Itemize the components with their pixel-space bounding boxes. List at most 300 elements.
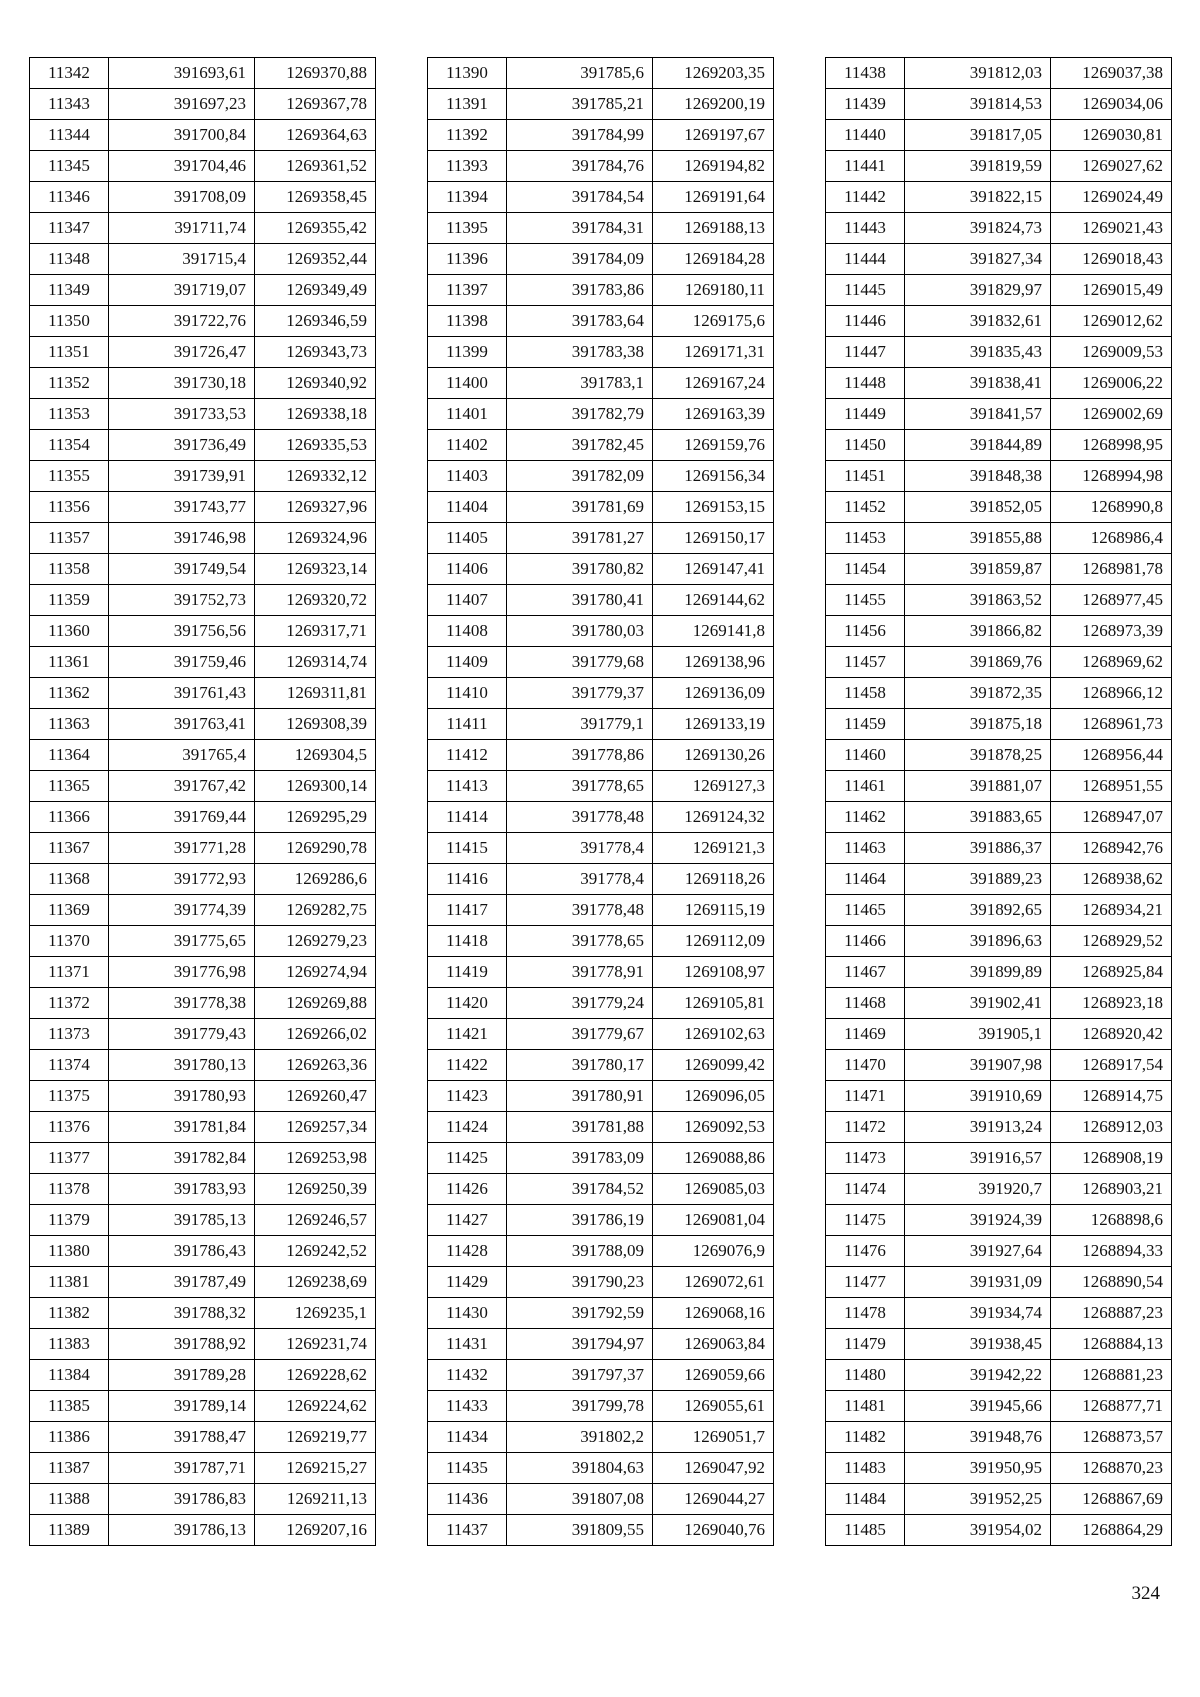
table-row [826, 554, 1172, 585]
y-coordinate: 1269118,26 [653, 864, 774, 895]
table-row [428, 678, 774, 709]
table-row [30, 616, 376, 647]
point-number: 11456 [826, 616, 905, 647]
x-coordinate: 391778,86 [507, 740, 653, 771]
point-number: 11450 [826, 430, 905, 461]
y-coordinate: 1268881,23 [1051, 1360, 1172, 1391]
table-row [428, 1081, 774, 1112]
point-number: 11470 [826, 1050, 905, 1081]
y-coordinate: 1268934,21 [1051, 895, 1172, 926]
y-coordinate: 1268977,45 [1051, 585, 1172, 616]
y-coordinate: 1269346,59 [255, 306, 376, 337]
table-row [428, 616, 774, 647]
table-row [30, 1019, 376, 1050]
table-row [826, 337, 1172, 368]
table-row [30, 678, 376, 709]
y-coordinate: 1269250,39 [255, 1174, 376, 1205]
table-row [428, 1112, 774, 1143]
table-row [30, 1360, 376, 1391]
x-coordinate: 391807,08 [507, 1484, 653, 1515]
table-row [826, 182, 1172, 213]
x-coordinate: 391938,45 [905, 1329, 1051, 1360]
y-coordinate: 1269308,39 [255, 709, 376, 740]
y-coordinate: 1269024,49 [1051, 182, 1172, 213]
x-coordinate: 391746,98 [109, 523, 255, 554]
x-coordinate: 391786,43 [109, 1236, 255, 1267]
x-coordinate: 391736,49 [109, 430, 255, 461]
y-coordinate: 1269051,7 [653, 1422, 774, 1453]
point-number: 11426 [428, 1174, 507, 1205]
point-number: 11344 [30, 120, 109, 151]
point-number: 11479 [826, 1329, 905, 1360]
x-coordinate: 391756,56 [109, 616, 255, 647]
y-coordinate: 1269253,98 [255, 1143, 376, 1174]
point-number: 11477 [826, 1267, 905, 1298]
table-row [826, 492, 1172, 523]
point-number: 11408 [428, 616, 507, 647]
table-row [30, 492, 376, 523]
point-number: 11457 [826, 647, 905, 678]
y-coordinate: 1269124,32 [653, 802, 774, 833]
table-row [826, 709, 1172, 740]
x-coordinate: 391771,28 [109, 833, 255, 864]
point-number: 11406 [428, 554, 507, 585]
x-coordinate: 391916,57 [905, 1143, 1051, 1174]
x-coordinate: 391781,88 [507, 1112, 653, 1143]
table-row [30, 182, 376, 213]
table-row [428, 554, 774, 585]
coordinate-table-3 [825, 57, 1172, 1546]
y-coordinate: 1269194,82 [653, 151, 774, 182]
x-coordinate: 391804,63 [507, 1453, 653, 1484]
y-coordinate: 1269304,5 [255, 740, 376, 771]
x-coordinate: 391835,43 [905, 337, 1051, 368]
table-row [826, 368, 1172, 399]
x-coordinate: 391778,65 [507, 926, 653, 957]
y-coordinate: 1268903,21 [1051, 1174, 1172, 1205]
x-coordinate: 391752,73 [109, 585, 255, 616]
table-row [428, 1143, 774, 1174]
y-coordinate: 1269015,49 [1051, 275, 1172, 306]
point-number: 11469 [826, 1019, 905, 1050]
y-coordinate: 1269300,14 [255, 771, 376, 802]
y-coordinate: 1269159,76 [653, 430, 774, 461]
point-number: 11425 [428, 1143, 507, 1174]
x-coordinate: 391784,09 [507, 244, 653, 275]
table-row [826, 1019, 1172, 1050]
point-number: 11387 [30, 1453, 109, 1484]
y-coordinate: 1269092,53 [653, 1112, 774, 1143]
x-coordinate: 391789,28 [109, 1360, 255, 1391]
y-coordinate: 1269034,06 [1051, 89, 1172, 120]
y-coordinate: 1269102,63 [653, 1019, 774, 1050]
table-row [826, 1050, 1172, 1081]
x-coordinate: 391848,38 [905, 461, 1051, 492]
y-coordinate: 1268929,52 [1051, 926, 1172, 957]
point-number: 11460 [826, 740, 905, 771]
y-coordinate: 1268912,03 [1051, 1112, 1172, 1143]
table-row [30, 647, 376, 678]
table-row [428, 895, 774, 926]
table-row [826, 1143, 1172, 1174]
point-number: 11404 [428, 492, 507, 523]
point-number: 11347 [30, 213, 109, 244]
x-coordinate: 391872,35 [905, 678, 1051, 709]
point-number: 11351 [30, 337, 109, 368]
y-coordinate: 1269150,17 [653, 523, 774, 554]
x-coordinate: 391788,47 [109, 1422, 255, 1453]
table-row [826, 1081, 1172, 1112]
x-coordinate: 391784,99 [507, 120, 653, 151]
table-row [428, 1267, 774, 1298]
point-number: 11439 [826, 89, 905, 120]
table-row [428, 1050, 774, 1081]
table-row [30, 213, 376, 244]
point-number: 11349 [30, 275, 109, 306]
table-row [428, 306, 774, 337]
x-coordinate: 391892,65 [905, 895, 1051, 926]
x-coordinate: 391781,69 [507, 492, 653, 523]
x-coordinate: 391780,13 [109, 1050, 255, 1081]
table-row [30, 1515, 376, 1546]
point-number: 11392 [428, 120, 507, 151]
table-row [826, 275, 1172, 306]
point-number: 11464 [826, 864, 905, 895]
x-coordinate: 391859,87 [905, 554, 1051, 585]
x-coordinate: 391950,95 [905, 1453, 1051, 1484]
point-number: 11377 [30, 1143, 109, 1174]
x-coordinate: 391855,88 [905, 523, 1051, 554]
y-coordinate: 1268966,12 [1051, 678, 1172, 709]
y-coordinate: 1269096,05 [653, 1081, 774, 1112]
x-coordinate: 391726,47 [109, 337, 255, 368]
point-number: 11365 [30, 771, 109, 802]
table-row [826, 833, 1172, 864]
point-number: 11476 [826, 1236, 905, 1267]
x-coordinate: 391784,31 [507, 213, 653, 244]
table-row [826, 213, 1172, 244]
x-coordinate: 391780,91 [507, 1081, 653, 1112]
point-number: 11368 [30, 864, 109, 895]
table-row [428, 864, 774, 895]
point-number: 11458 [826, 678, 905, 709]
x-coordinate: 391779,67 [507, 1019, 653, 1050]
y-coordinate: 1269040,76 [653, 1515, 774, 1546]
table-row [30, 337, 376, 368]
point-number: 11403 [428, 461, 507, 492]
y-coordinate: 1269063,84 [653, 1329, 774, 1360]
point-number: 11455 [826, 585, 905, 616]
table-row [428, 1515, 774, 1546]
x-coordinate: 391832,61 [905, 306, 1051, 337]
y-coordinate: 1269121,3 [653, 833, 774, 864]
table-row [826, 1453, 1172, 1484]
table-row [428, 1391, 774, 1422]
y-coordinate: 1269207,16 [255, 1515, 376, 1546]
point-number: 11435 [428, 1453, 507, 1484]
y-coordinate: 1269290,78 [255, 833, 376, 864]
point-number: 11412 [428, 740, 507, 771]
y-coordinate: 1268877,71 [1051, 1391, 1172, 1422]
table-row [30, 957, 376, 988]
y-coordinate: 1269355,42 [255, 213, 376, 244]
y-coordinate: 1269144,62 [653, 585, 774, 616]
table-row [428, 523, 774, 554]
x-coordinate: 391829,97 [905, 275, 1051, 306]
x-coordinate: 391786,83 [109, 1484, 255, 1515]
table-row [428, 1484, 774, 1515]
table-row [826, 1236, 1172, 1267]
table-row [30, 771, 376, 802]
y-coordinate: 1268887,23 [1051, 1298, 1172, 1329]
table-row [826, 740, 1172, 771]
y-coordinate: 1269335,53 [255, 430, 376, 461]
point-number: 11422 [428, 1050, 507, 1081]
x-coordinate: 391780,17 [507, 1050, 653, 1081]
table-row [826, 616, 1172, 647]
y-coordinate: 1269047,92 [653, 1453, 774, 1484]
y-coordinate: 1269349,49 [255, 275, 376, 306]
y-coordinate: 1269279,23 [255, 926, 376, 957]
table-row [826, 1298, 1172, 1329]
table-row [30, 306, 376, 337]
point-number: 11434 [428, 1422, 507, 1453]
x-coordinate: 391787,71 [109, 1453, 255, 1484]
point-number: 11446 [826, 306, 905, 337]
y-coordinate: 1268917,54 [1051, 1050, 1172, 1081]
point-number: 11360 [30, 616, 109, 647]
table-row [428, 988, 774, 1019]
x-coordinate: 391778,4 [507, 864, 653, 895]
table-row [428, 585, 774, 616]
point-number: 11478 [826, 1298, 905, 1329]
table-row [30, 1205, 376, 1236]
point-number: 11467 [826, 957, 905, 988]
x-coordinate: 391779,37 [507, 678, 653, 709]
table-row [826, 306, 1172, 337]
point-number: 11416 [428, 864, 507, 895]
x-coordinate: 391779,1 [507, 709, 653, 740]
point-number: 11454 [826, 554, 905, 585]
x-coordinate: 391785,21 [507, 89, 653, 120]
table-row [30, 368, 376, 399]
x-coordinate: 391783,09 [507, 1143, 653, 1174]
point-number: 11441 [826, 151, 905, 182]
y-coordinate: 1268994,98 [1051, 461, 1172, 492]
y-coordinate: 1269021,43 [1051, 213, 1172, 244]
point-number: 11352 [30, 368, 109, 399]
x-coordinate: 391739,91 [109, 461, 255, 492]
x-coordinate: 391783,38 [507, 337, 653, 368]
table-row [826, 1360, 1172, 1391]
x-coordinate: 391730,18 [109, 368, 255, 399]
x-coordinate: 391789,14 [109, 1391, 255, 1422]
y-coordinate: 1269361,52 [255, 151, 376, 182]
x-coordinate: 391907,98 [905, 1050, 1051, 1081]
point-number: 11363 [30, 709, 109, 740]
x-coordinate: 391794,97 [507, 1329, 653, 1360]
y-coordinate: 1269231,74 [255, 1329, 376, 1360]
y-coordinate: 1269257,34 [255, 1112, 376, 1143]
point-number: 11381 [30, 1267, 109, 1298]
point-number: 11432 [428, 1360, 507, 1391]
point-number: 11449 [826, 399, 905, 430]
y-coordinate: 1269081,04 [653, 1205, 774, 1236]
point-number: 11401 [428, 399, 507, 430]
y-coordinate: 1269184,28 [653, 244, 774, 275]
x-coordinate: 391697,23 [109, 89, 255, 120]
y-coordinate: 1269006,22 [1051, 368, 1172, 399]
x-coordinate: 391797,37 [507, 1360, 653, 1391]
y-coordinate: 1269338,18 [255, 399, 376, 430]
y-coordinate: 1269018,43 [1051, 244, 1172, 275]
x-coordinate: 391824,73 [905, 213, 1051, 244]
point-number: 11484 [826, 1484, 905, 1515]
y-coordinate: 1269030,81 [1051, 120, 1172, 151]
table-row [30, 585, 376, 616]
point-number: 11398 [428, 306, 507, 337]
y-coordinate: 1269072,61 [653, 1267, 774, 1298]
x-coordinate: 391779,24 [507, 988, 653, 1019]
point-number: 11376 [30, 1112, 109, 1143]
x-coordinate: 391948,76 [905, 1422, 1051, 1453]
x-coordinate: 391819,59 [905, 151, 1051, 182]
table-row [428, 957, 774, 988]
point-number: 11417 [428, 895, 507, 926]
y-coordinate: 1268890,54 [1051, 1267, 1172, 1298]
x-coordinate: 391763,41 [109, 709, 255, 740]
point-number: 11474 [826, 1174, 905, 1205]
x-coordinate: 391790,23 [507, 1267, 653, 1298]
x-coordinate: 391765,4 [109, 740, 255, 771]
y-coordinate: 1268925,84 [1051, 957, 1172, 988]
point-number: 11459 [826, 709, 905, 740]
point-number: 11359 [30, 585, 109, 616]
table-row [826, 58, 1172, 89]
y-coordinate: 1269200,19 [653, 89, 774, 120]
point-number: 11378 [30, 1174, 109, 1205]
table-row [428, 89, 774, 120]
point-number: 11367 [30, 833, 109, 864]
table-row [428, 58, 774, 89]
x-coordinate: 391719,07 [109, 275, 255, 306]
table-row [826, 802, 1172, 833]
y-coordinate: 1269211,13 [255, 1484, 376, 1515]
table-row [428, 213, 774, 244]
point-number: 11357 [30, 523, 109, 554]
x-coordinate: 391788,09 [507, 1236, 653, 1267]
point-number: 11430 [428, 1298, 507, 1329]
table-row [30, 895, 376, 926]
table-row [428, 1360, 774, 1391]
y-coordinate: 1268908,19 [1051, 1143, 1172, 1174]
y-coordinate: 1269167,24 [653, 368, 774, 399]
y-coordinate: 1269037,38 [1051, 58, 1172, 89]
x-coordinate: 391774,39 [109, 895, 255, 926]
point-number: 11361 [30, 647, 109, 678]
y-coordinate: 1269311,81 [255, 678, 376, 709]
table-row [428, 771, 774, 802]
table-row [428, 1205, 774, 1236]
x-coordinate: 391886,37 [905, 833, 1051, 864]
table-row [428, 244, 774, 275]
x-coordinate: 391781,27 [507, 523, 653, 554]
y-coordinate: 1268923,18 [1051, 988, 1172, 1019]
y-coordinate: 1269153,15 [653, 492, 774, 523]
y-coordinate: 1269263,36 [255, 1050, 376, 1081]
y-coordinate: 1269235,1 [255, 1298, 376, 1329]
table-row [428, 368, 774, 399]
point-number: 11400 [428, 368, 507, 399]
point-number: 11389 [30, 1515, 109, 1546]
x-coordinate: 391761,43 [109, 678, 255, 709]
point-number: 11448 [826, 368, 905, 399]
point-number: 11447 [826, 337, 905, 368]
y-coordinate: 1268951,55 [1051, 771, 1172, 802]
point-number: 11485 [826, 1515, 905, 1546]
table-row [30, 988, 376, 1019]
table-row [826, 864, 1172, 895]
table-row [428, 1174, 774, 1205]
point-number: 11393 [428, 151, 507, 182]
point-number: 11366 [30, 802, 109, 833]
x-coordinate: 391778,48 [507, 802, 653, 833]
table-row [826, 678, 1172, 709]
point-number: 11362 [30, 678, 109, 709]
y-coordinate: 1269332,12 [255, 461, 376, 492]
y-coordinate: 1269012,62 [1051, 306, 1172, 337]
y-coordinate: 1269323,14 [255, 554, 376, 585]
point-number: 11379 [30, 1205, 109, 1236]
point-number: 11475 [826, 1205, 905, 1236]
table-row [826, 244, 1172, 275]
y-coordinate: 1269219,77 [255, 1422, 376, 1453]
y-coordinate: 1268973,39 [1051, 616, 1172, 647]
table-row [428, 492, 774, 523]
point-number: 11343 [30, 89, 109, 120]
point-number: 11354 [30, 430, 109, 461]
x-coordinate: 391743,77 [109, 492, 255, 523]
table-row [826, 895, 1172, 926]
x-coordinate: 391945,66 [905, 1391, 1051, 1422]
table-row [30, 120, 376, 151]
point-number: 11443 [826, 213, 905, 244]
x-coordinate: 391780,41 [507, 585, 653, 616]
point-number: 11355 [30, 461, 109, 492]
table-row [428, 1019, 774, 1050]
point-number: 11346 [30, 182, 109, 213]
point-number: 11482 [826, 1422, 905, 1453]
table-row [826, 461, 1172, 492]
table-row [30, 709, 376, 740]
y-coordinate: 1269324,96 [255, 523, 376, 554]
y-coordinate: 1269327,96 [255, 492, 376, 523]
point-number: 11415 [428, 833, 507, 864]
point-number: 11385 [30, 1391, 109, 1422]
x-coordinate: 391881,07 [905, 771, 1051, 802]
table-row [826, 1391, 1172, 1422]
x-coordinate: 391784,76 [507, 151, 653, 182]
table-row [826, 647, 1172, 678]
point-number: 11421 [428, 1019, 507, 1050]
point-number: 11358 [30, 554, 109, 585]
table-row [30, 1143, 376, 1174]
x-coordinate: 391792,59 [507, 1298, 653, 1329]
x-coordinate: 391733,53 [109, 399, 255, 430]
table-row [826, 771, 1172, 802]
y-coordinate: 1269133,19 [653, 709, 774, 740]
table-row [826, 399, 1172, 430]
